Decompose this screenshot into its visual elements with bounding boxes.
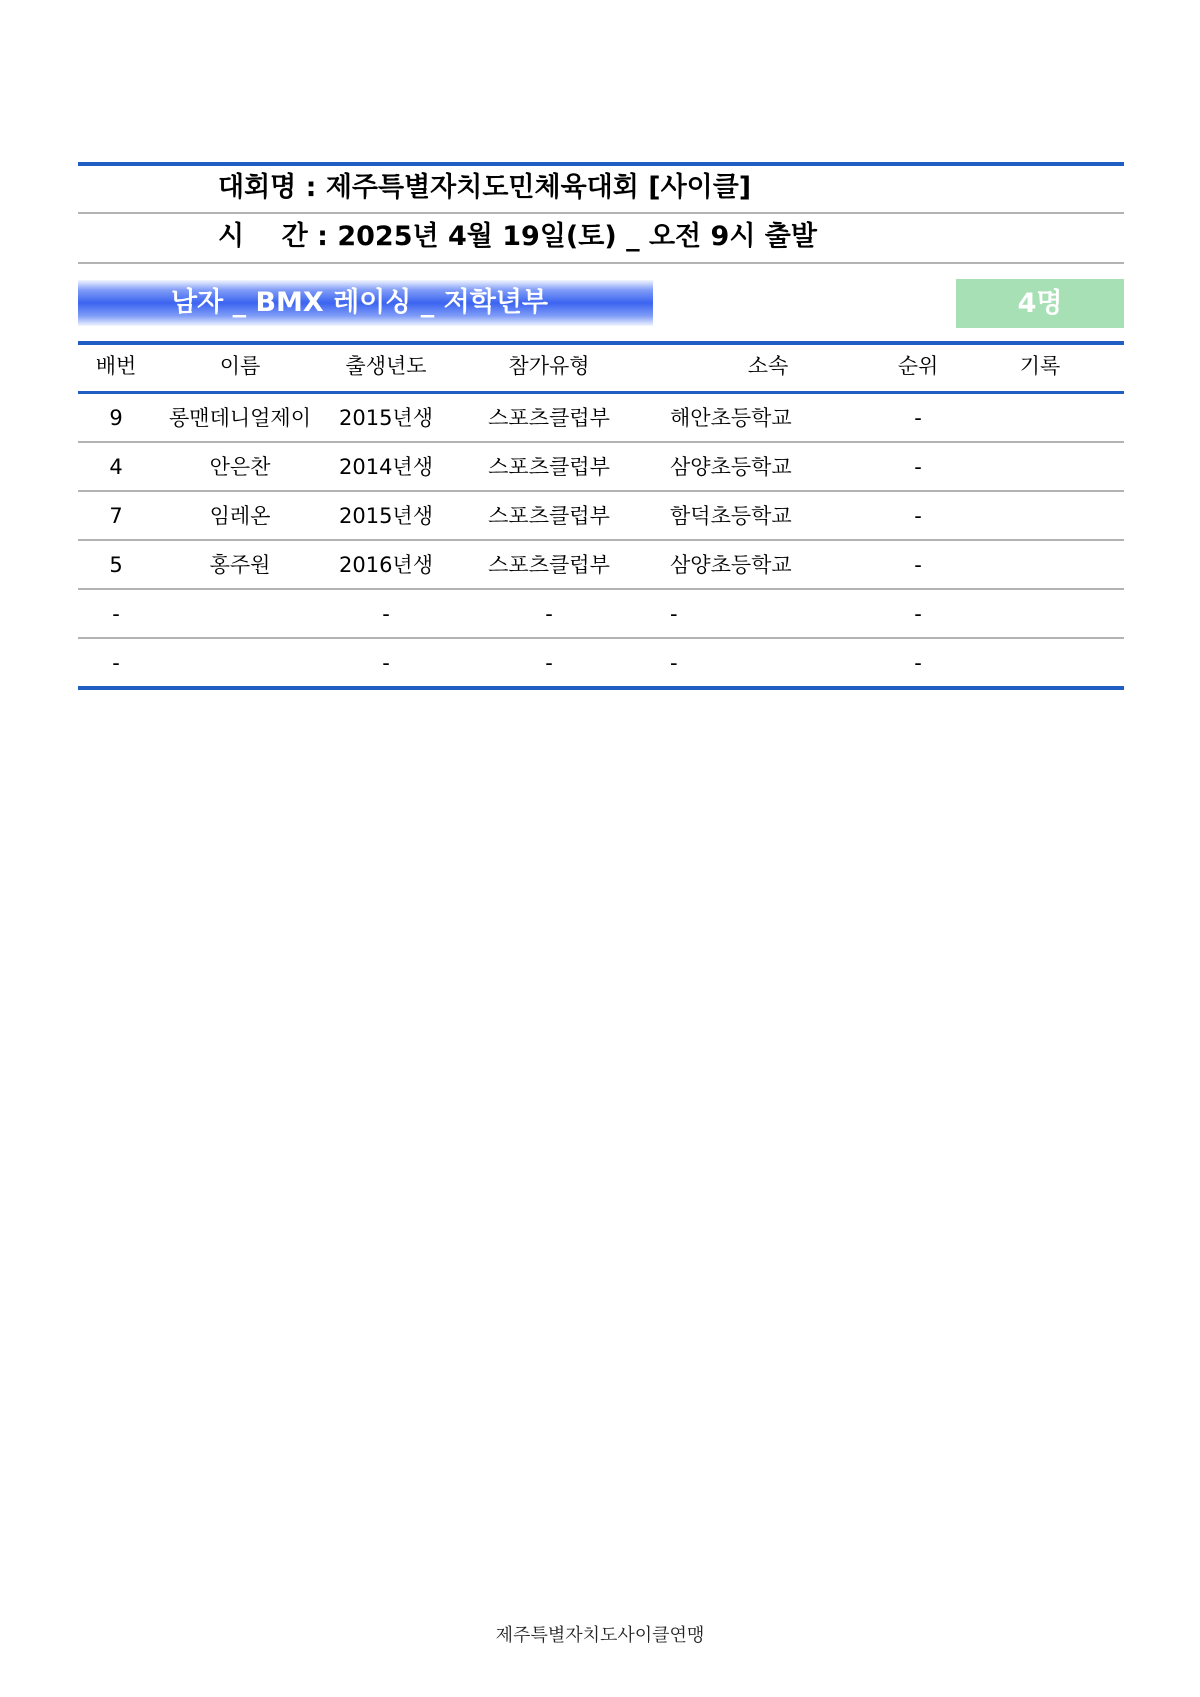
col-rank-cell: -: [914, 553, 922, 577]
col-bib-cell: 9: [109, 406, 123, 430]
col-team-cell: 삼양초등학교: [670, 455, 792, 479]
header-col-record: 기록: [1019, 354, 1061, 378]
col-rank-cell: -: [914, 651, 922, 675]
header-col-rank: 순위: [897, 354, 939, 378]
col-name-cell: 홍주원: [209, 553, 271, 577]
col-rank-cell: -: [914, 406, 922, 430]
footer-organization: 제주특별자치도사이클연맹: [495, 1625, 705, 1646]
category-label: 남자 _ BMX 레이싱 _ 저학년부: [171, 287, 549, 318]
header-col-type: 참가유형: [508, 354, 590, 378]
event-time: 시 간 : 2025년 4월 19일(토) _ 오전 9시 출발: [218, 221, 817, 252]
header-col-bib: 배번: [95, 354, 137, 378]
header-col-birth: 출생년도: [345, 354, 427, 378]
col-type-cell: 스포츠클럽부: [488, 553, 610, 577]
top-rule: [78, 162, 1124, 166]
col-type-cell: 스포츠클럽부: [488, 406, 610, 430]
col-team-cell: 삼양초등학교: [670, 553, 792, 577]
col-rank-cell: -: [914, 504, 922, 528]
col-type-cell: -: [545, 602, 553, 626]
col-birth-cell: 2014년생: [338, 455, 434, 479]
table-bottom-rule: [78, 686, 1124, 690]
col-bib-cell: -: [112, 602, 120, 626]
col-bib-cell: 5: [109, 553, 123, 577]
col-birth-cell: 2015년생: [338, 504, 434, 528]
col-rank-cell: -: [914, 455, 922, 479]
col-rank-cell: -: [914, 602, 922, 626]
col-type-cell: -: [545, 651, 553, 675]
header-col-name: 이름: [219, 354, 261, 378]
row-divider: [78, 539, 1124, 541]
row-divider: [78, 588, 1124, 590]
col-type-cell: 스포츠클럽부: [488, 455, 610, 479]
col-name-cell: 안은찬: [209, 455, 271, 479]
col-team-cell: -: [670, 651, 678, 675]
col-bib-cell: 4: [109, 455, 123, 479]
col-team-cell: -: [670, 602, 678, 626]
col-team-cell: 함덕초등학교: [670, 504, 792, 528]
participant-count: 4명: [956, 279, 1124, 328]
row-divider: [78, 637, 1124, 639]
event-title: 대회명 : 제주특별자치도민체육대회 [사이클]: [218, 172, 752, 203]
col-name-cell: 롱맨데니얼제이: [168, 406, 312, 430]
row-divider: [78, 441, 1124, 443]
time-divider: [78, 262, 1124, 264]
col-birth-cell: 2016년생: [338, 553, 434, 577]
header-col-team: 소속: [747, 354, 789, 378]
col-birth-cell: -: [382, 602, 390, 626]
header-divider: [78, 391, 1124, 394]
col-birth-cell: 2015년생: [338, 406, 434, 430]
category-banner: [78, 280, 653, 326]
table-top-rule: [78, 341, 1124, 345]
row-divider: [78, 490, 1124, 492]
title-divider: [78, 212, 1124, 214]
col-type-cell: 스포츠클럽부: [488, 504, 610, 528]
col-bib-cell: -: [112, 651, 120, 675]
col-name-cell: 임레온: [209, 504, 271, 528]
col-birth-cell: -: [382, 651, 390, 675]
col-bib-cell: 7: [109, 504, 123, 528]
col-team-cell: 해안초등학교: [670, 406, 792, 430]
